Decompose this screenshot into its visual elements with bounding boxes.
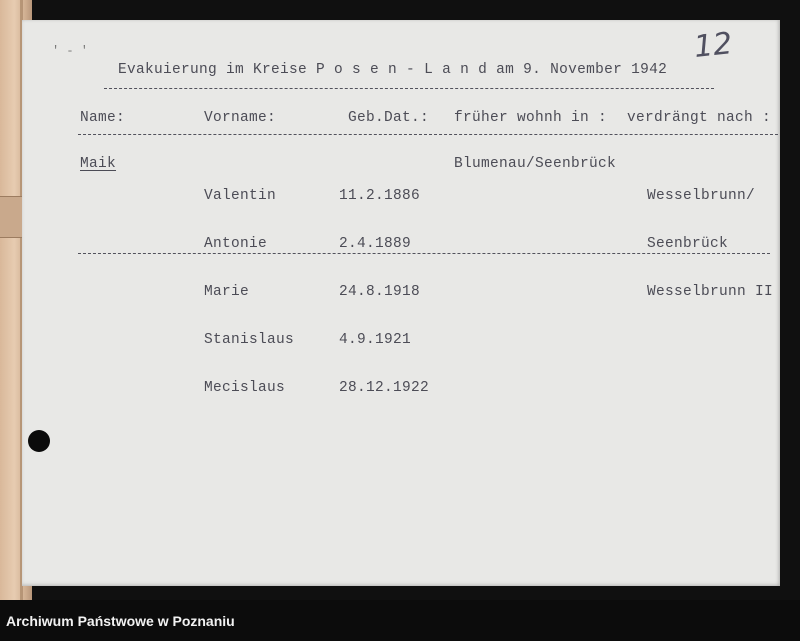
column-header-vorname: Vorname: [204,110,277,126]
record-frueher: Blumenau/Seenbrück [454,156,617,172]
archive-footer-label: Archiwum Państwowe w Poznaniu [6,613,235,629]
punch-hole [28,430,50,452]
title-date: am 9. November 1942 [496,62,668,78]
title-underline [104,88,714,89]
column-header-geb-dat: Geb.Dat.: [348,110,430,126]
title-prefix: Evakuierung im Kreise [118,62,308,78]
record-surname: Maik [80,156,117,172]
binding-thread [0,196,24,238]
record-geb-dat-list [339,156,429,428]
record-verdraengt-list [647,156,773,332]
header-divider [78,134,778,135]
record-vorname-list [204,156,294,428]
vorname-entry: Marie [204,284,250,300]
column-header-verdraengt: verdrängt nach : [627,110,772,126]
verdraengt-line: Seenbrück [647,236,729,252]
verdraengt-line: Wesselbrunn II [647,284,774,300]
column-header-name: Name: [80,110,126,126]
record-bottom-divider [78,253,770,254]
geb-dat-entry: 2.4.1889 [339,236,412,252]
handwritten-page-number: 12 [692,26,734,65]
vorname-entry: Mecislaus [204,380,286,396]
title-place: P o s e n - L a n d [316,62,488,78]
vorname-entry: Valentin [204,188,277,204]
geb-dat-entry: 28.12.1922 [339,380,430,396]
vorname-entry: Antonie [204,236,268,252]
vorname-entry: Stanislaus [204,332,295,348]
corner-mark: ' - ' [52,44,89,58]
geb-dat-entry: 4.9.1921 [339,332,412,348]
document-title [118,62,667,78]
column-header-frueher: früher wohnh in : [454,110,608,126]
geb-dat-entry: 24.8.1918 [339,284,421,300]
geb-dat-entry: 11.2.1886 [339,188,421,204]
verdraengt-line: Wesselbrunn/ [647,188,756,204]
